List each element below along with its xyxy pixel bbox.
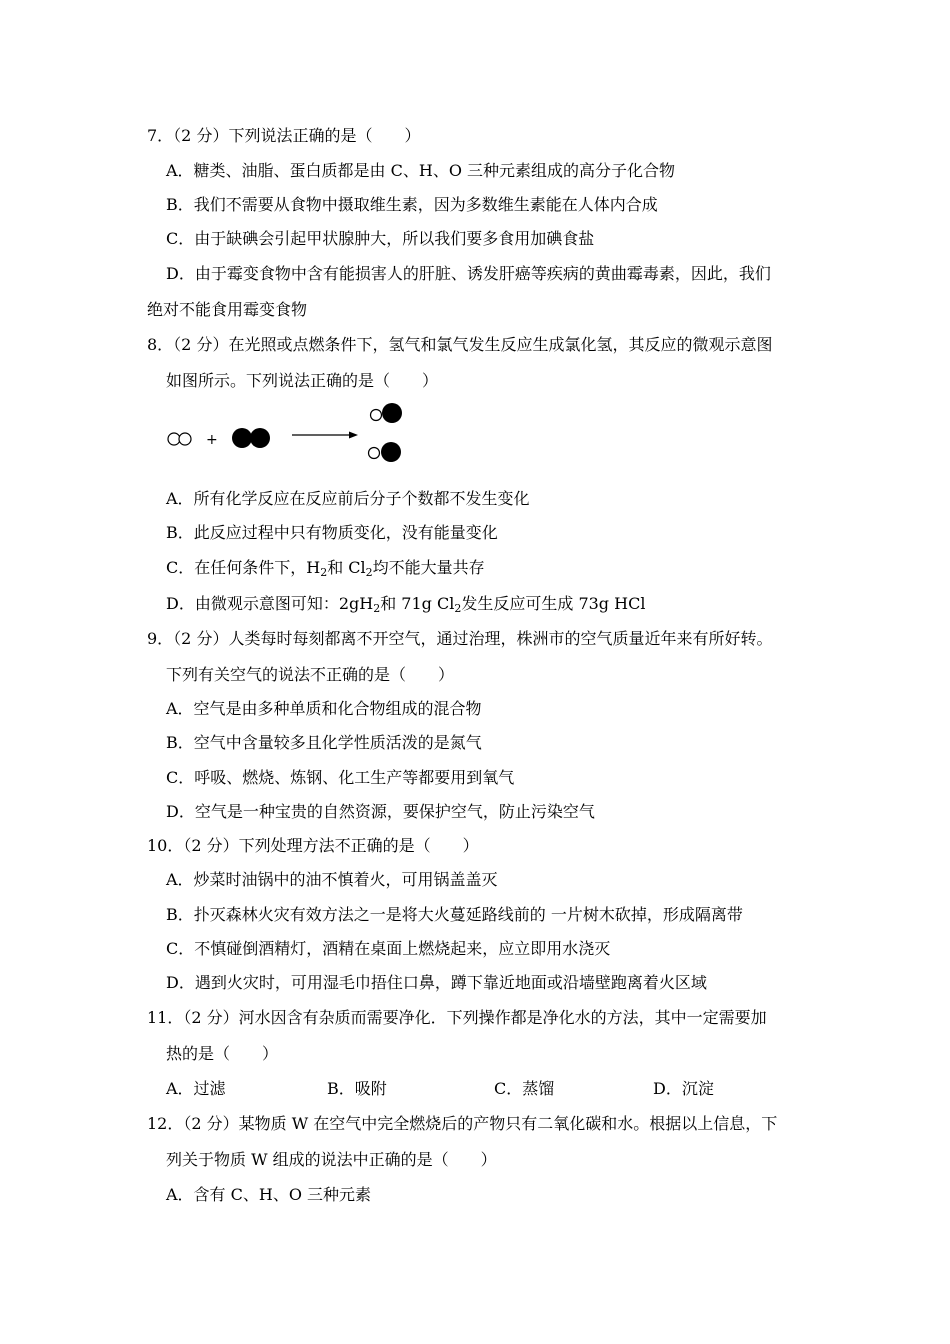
q10-stem: 10．（2 分）下列处理方法不正确的是（ ） xyxy=(147,836,479,855)
plus-sign: + xyxy=(206,432,218,448)
hydrogen-atom xyxy=(168,433,180,445)
q9-option-a: A．空气是由多种单质和化合物组成的混合物 xyxy=(166,699,482,718)
chlorine-atom xyxy=(381,442,401,462)
q8-stem-line2: 如图所示。下列说法正确的是（ ） xyxy=(166,371,439,390)
hcl-molecule xyxy=(371,403,403,423)
q7-option-b: B．我们不需要从食物中摄取维生素，因为多数维生素能在人体内合成 xyxy=(166,195,658,214)
reaction-diagram xyxy=(160,396,420,476)
reaction-arrow xyxy=(292,432,358,439)
q11-option-d: D．沉淀 xyxy=(653,1079,714,1098)
q10-option-b: B．扑灭森林火灾有效方法之一是将大火蔓延路线前的 一片树木砍掉，形成隔离带 xyxy=(166,905,743,924)
hydrogen-molecule xyxy=(168,433,191,445)
hcl-molecule xyxy=(369,442,402,462)
q11-option-c: C．蒸馏 xyxy=(494,1079,555,1098)
q7-option-c: C．由于缺碘会引起甲状腺肿大，所以我们要多食用加碘食盐 xyxy=(166,229,595,248)
q11-option-b: B．吸附 xyxy=(327,1079,387,1098)
q8-option-a: A．所有化学反应在反应前后分子个数都不发生变化 xyxy=(166,489,530,508)
chlorine-atom xyxy=(250,428,270,448)
hydrogen-atom xyxy=(371,410,382,421)
chlorine-molecule xyxy=(232,428,270,448)
q8-option-d: D．由微观示意图可知：$2gH_2$和 71g $Cl_2$发生反应可生成 73g HCl xyxy=(166,594,646,615)
q9-option-b: B．空气中含量较多且化学性质活泼的是氮气 xyxy=(166,733,482,752)
q9-stem-line2: 下列有关空气的说法不正确的是（ ） xyxy=(166,665,455,684)
q10-option-d: D．遇到火灾时，可用湿毛巾捂住口鼻，蹲下靠近地面或沿墙壁跑离着火区域 xyxy=(166,973,707,992)
q11-stem-line2: 热的是（ ） xyxy=(166,1044,279,1063)
q7-option-a: A．糖类、油脂、蛋白质都是由 C、H、O 三种元素组成的高分子化合物 xyxy=(166,161,676,180)
q9-option-c: C．呼吸、燃烧、炼钢、化工生产等都要用到氧气 xyxy=(166,768,515,787)
q7-option-d-continued: 绝对不能食用霉变食物 xyxy=(147,300,308,319)
q9-stem-line1: 9．（2 分）人类每时每刻都离不开空气，通过治理，株洲市的空气质量近年来有所好转。 xyxy=(147,629,773,648)
q10-option-a: A．炒菜时油锅中的油不慎着火，可用锅盖盖灭 xyxy=(166,870,498,889)
q12-stem-line1: 12．（2 分）某物质 W 在空气中完全燃烧后的产物只有二氧化碳和水。根据以上信息，下 xyxy=(147,1114,778,1133)
q8-option-c: C．在任何条件下，$H_2$和 $Cl_2$均不能大量共存 xyxy=(166,558,485,579)
q11-option-a: A．过滤 xyxy=(166,1079,226,1098)
chlorine-atom xyxy=(382,403,402,423)
q12-stem-line2: 列关于物质 W 组成的说法中正确的是（ ） xyxy=(166,1150,497,1169)
q9-option-d: D．空气是一种宝贵的自然资源，要保护空气，防止污染空气 xyxy=(166,802,595,821)
q10-option-c: C．不慎碰倒酒精灯，酒精在桌面上燃烧起来，应立即用水浇灭 xyxy=(166,939,611,958)
chlorine-atom xyxy=(232,428,252,448)
q8-option-b: B．此反应过程中只有物质变化，没有能量变化 xyxy=(166,523,498,542)
q12-option-a: A．含有 C、H、O 三种元素 xyxy=(166,1185,372,1204)
q11-stem-line1: 11．（2 分）河水因含有杂质而需要净化．下列操作都是净化水的方法，其中一定需要加 xyxy=(147,1008,767,1027)
q8-stem-line1: 8．（2 分）在光照或点燃条件下，氢气和氯气发生反应生成氯化氢，其反应的微观示意图 xyxy=(147,335,773,354)
q7-option-d: D．由于霉变食物中含有能损害人的肝脏、诱发肝癌等疾病的黄曲霉毒素，因此，我们 xyxy=(166,264,771,283)
hydrogen-atom xyxy=(179,433,191,445)
q7-stem: 7．（2 分）下列说法正确的是（ ） xyxy=(147,126,421,145)
hydrogen-atom xyxy=(369,448,380,459)
